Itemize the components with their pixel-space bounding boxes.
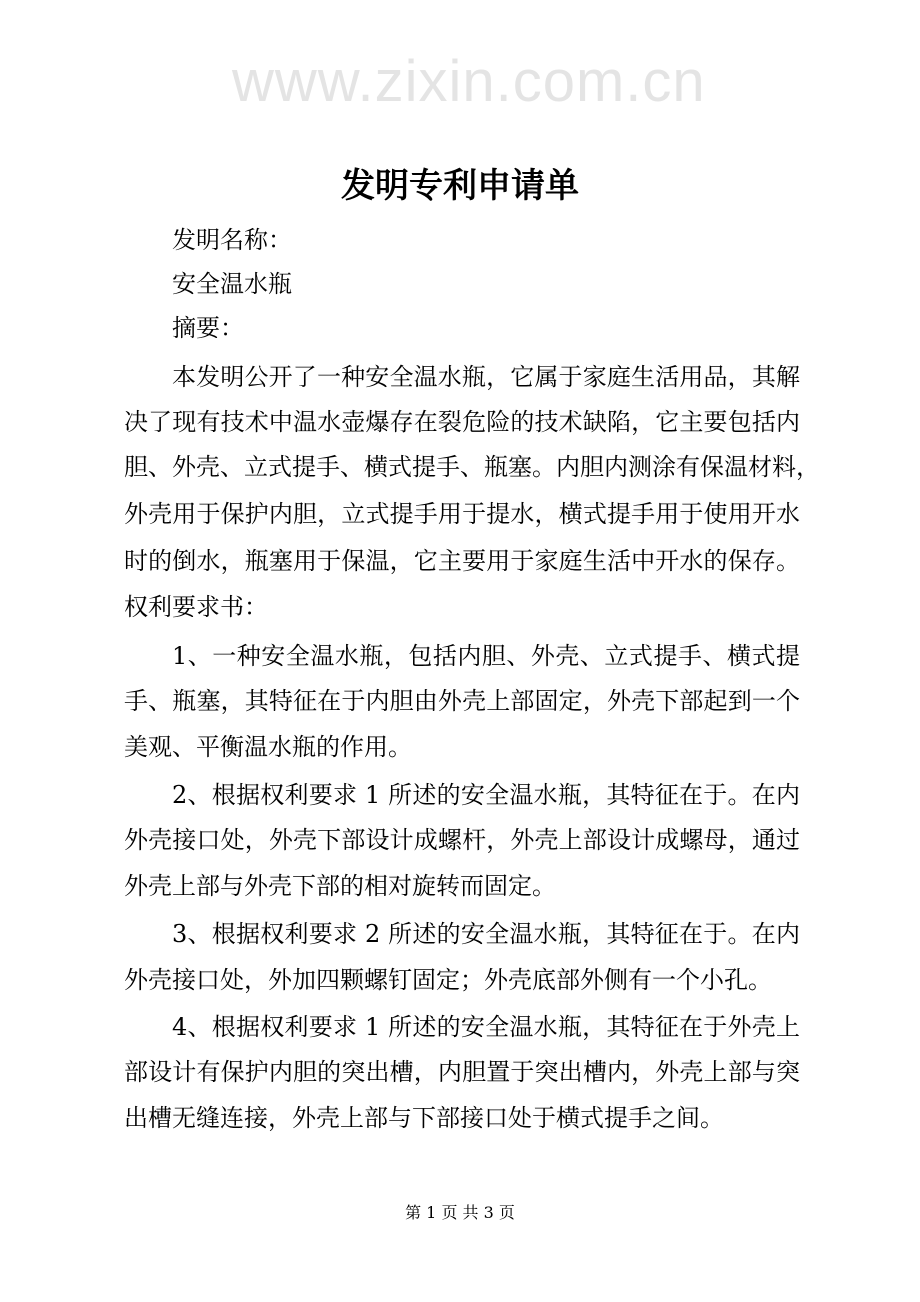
claim-line: 4、根据权利要求 1 所述的安全温水瓶，其特征在于外壳上 [172, 1013, 800, 1041]
claim-line: 出槽无缝连接，外壳上部与下部接口处于横式提手之间。 [124, 1104, 724, 1132]
claim-line: 外壳接口处，外加四颗螺钉固定；外壳底部外侧有一个小孔。 [124, 966, 772, 994]
claim-line: 部设计有保护内胆的突出槽，内胆置于突出槽内，外壳上部与突 [124, 1058, 800, 1086]
abstract-line: 决了现有技术中温水壶爆存在裂危险的技术缺陷，它主要包括内 [124, 408, 800, 436]
claims-heading: 权利要求书： [124, 593, 268, 621]
page-footer: 第 1 页 共 3 页 [405, 1203, 515, 1222]
abstract-line: 本发明公开了一种安全温水瓶，它属于家庭生活用品，其解 [172, 363, 800, 391]
claim-line: 2、根据权利要求 1 所述的安全温水瓶，其特征在于。在内 [172, 781, 800, 809]
abstract-line: 外壳用于保护内胆，立式提手用于提水，横式提手用于使用开水 [124, 500, 800, 528]
claim-line: 3、根据权利要求 2 所述的安全温水瓶，其特征在于。在内 [172, 920, 800, 948]
abstract-line: 时的倒水，瓶塞用于保温，它主要用于家庭生活中开水的保存。 [124, 547, 800, 575]
invention-name: 安全温水瓶 [172, 270, 292, 298]
claim-line: 美观、平衡温水瓶的作用。 [124, 733, 412, 761]
watermark: www.zixin.com.cn [232, 49, 706, 114]
invention-name-label: 发明名称： [172, 226, 292, 254]
abstract-label: 摘要： [172, 314, 244, 342]
claim-line: 1、一种安全温水瓶，包括内胆、外壳、立式提手、横式提 [172, 642, 800, 670]
abstract-line: 胆、外壳、立式提手、横式提手、瓶塞。内胆内测涂有保温材料， [124, 453, 820, 481]
claim-line: 手、瓶塞，其特征在于内胆由外壳上部固定，外壳下部起到一个 [124, 687, 800, 715]
claim-line: 外壳接口处，外壳下部设计成螺杆，外壳上部设计成螺母，通过 [124, 826, 800, 854]
claim-line: 外壳上部与外壳下部的相对旋转而固定。 [124, 872, 556, 900]
document-title: 发明专利申请单 [341, 166, 579, 206]
